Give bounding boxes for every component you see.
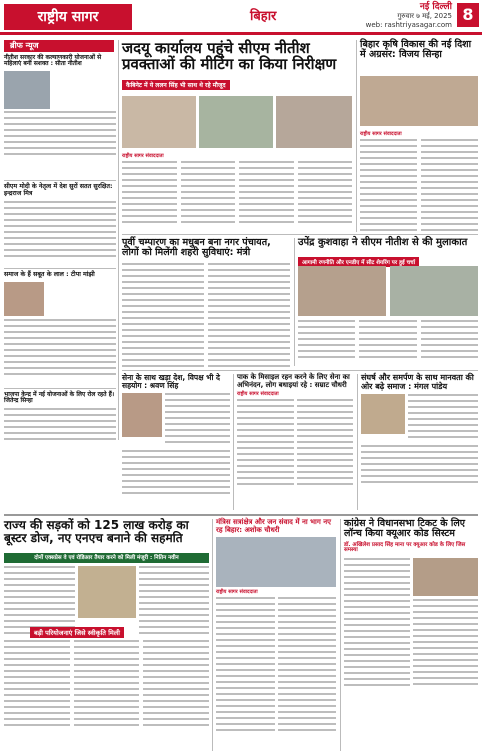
row3-right-story — [361, 374, 478, 487]
brief-item-2 — [4, 184, 116, 261]
side-top-body — [360, 129, 478, 235]
lead-subhead: कैबिनेट में ये ललन सिंह भी साथ थे रहे मौजूद — [122, 80, 230, 90]
row-divider — [122, 370, 478, 371]
column-divider — [212, 519, 213, 751]
brief-item-title: समाज के हैं सबूत के लाल : टीपा मांझी — [4, 271, 95, 278]
lead-body — [122, 151, 352, 227]
column-divider — [294, 238, 295, 366]
bottom-center-byline: राष्ट्रीय सागर संवाददाता — [216, 589, 258, 596]
mid-right-photo-2 — [390, 266, 478, 316]
edition-city: नई दिल्ली — [419, 2, 452, 12]
side-top-byline: राष्ट्रीय सागर संवाददाता — [360, 131, 402, 137]
bottom-right-story — [344, 519, 478, 690]
brief-item-body — [4, 201, 116, 257]
brief-item-4 — [4, 392, 116, 444]
mid-left-headline: पूर्वी चम्पारण का मधुबन बना नगर पंचायत, लोगों को मिलेंगी शहरी सुविधाएं: मंत्री — [122, 237, 271, 259]
brief-item-1 — [4, 55, 116, 159]
brief-item-body — [4, 111, 116, 155]
lead-byline: राष्ट्रीय सागर संवाददाता — [122, 153, 164, 159]
brief-divider — [4, 268, 116, 269]
bottom-center-headline: मंत्रिस सत्रांक्षेत्र और जन संवाद में ना भाग नए रह बिहार: अशोक चौधरी — [216, 518, 331, 534]
bottom-left-bar: दोनों एक्सप्रेस वे एवं रोडिआर तैयार करने को मिली मंजूरी : नितिन नवीन — [4, 553, 209, 563]
page-number: 8 — [457, 3, 479, 27]
row3-byline: राष्ट्रीय सागर संवाददाता — [237, 391, 279, 398]
row3-left-story — [122, 374, 230, 498]
bottom-left-headline: राज्य की सड़कों को 125 लाख करोड़ का बूस्टर डोज, नए एनएच बनाने की सहमति — [4, 518, 189, 545]
section-divider — [4, 514, 478, 516]
brief-item-body — [4, 408, 116, 440]
bottom-left-body-2 — [4, 640, 209, 730]
mid-right-headline: उपेंद्र कुशवाहा ने सीएम नीतीश से की मुलाकात — [298, 237, 468, 248]
brief-photo — [4, 282, 44, 316]
lead-photo-1 — [122, 96, 196, 148]
bottom-left-photo — [78, 566, 136, 618]
mid-right-story — [298, 238, 478, 268]
bottom-center-photo — [216, 537, 336, 587]
mid-left-story — [122, 238, 290, 371]
lead-headline: जदयू कार्यालय पहुंचे सीएम नीतीश प्रवक्ताओं की मीटिंग का किया निरीक्षण — [122, 39, 337, 74]
bottom-left-ribbon: बड़ी परियोजनाएं जिसे स्वीकृति मिली — [30, 627, 124, 638]
column-divider — [340, 519, 341, 751]
row3-left-headline: सेना के साथ खड़ा देश, विपक्ष भी दे सहयोग : श्रवण सिंह — [122, 373, 220, 391]
row-divider — [122, 234, 478, 235]
row3-right-photo — [361, 394, 405, 434]
mid-right-subhead: आगामी रणनीति और एनडीए में सीट शेयरिंग पर हुई चर्चा — [298, 257, 419, 267]
column-divider — [357, 374, 358, 510]
edition-info — [366, 3, 452, 30]
side-top-photo — [360, 76, 478, 126]
edition-date: गुरुवार ७ मई, 2025 — [397, 12, 452, 20]
row3-left-photo — [122, 393, 162, 437]
column-divider — [233, 374, 234, 510]
lead-photo-3 — [276, 96, 352, 148]
side-top-story — [360, 40, 478, 61]
bottom-right-subhead: डॉ. अखिलेश प्रसाद सिंह माना पर क्यूआर कोड के लिए जिस समस्या — [344, 541, 466, 554]
masthead — [0, 0, 482, 36]
newspaper-logo: राष्ट्रीय सागर — [4, 4, 132, 30]
edition-web: web: rashtriyasagar.com — [365, 21, 452, 29]
masthead-rule — [0, 32, 482, 35]
mid-right-photo-1 — [298, 266, 386, 316]
brief-item-title: सीएम मोदी के नेतृत्व में देश सुरों सतत सुरक्षित: इन्द्रराज मित्र — [4, 183, 113, 197]
column-divider — [118, 40, 119, 440]
brief-item-title: नीतीश सरकार की कल्याणकारी योजनाओं से महिलाएं बनीं सशक्त : सीता नीतीश — [4, 54, 102, 68]
column-divider — [356, 40, 357, 232]
section-title: बिहार — [250, 9, 277, 24]
brief-news-label: ब्रीफ न्यूज — [4, 40, 114, 52]
mid-right-body — [298, 320, 478, 362]
brief-item-3 — [4, 272, 116, 379]
brief-divider — [4, 388, 116, 389]
row3-center-story — [237, 374, 353, 489]
bottom-right-headline: कांग्रेस ने विधानसभा टिकट के लिए लॉन्च किया क्यूआर कोड सिस्टम — [344, 518, 466, 540]
lead-story — [122, 40, 352, 91]
row3-center-headline: पाक के मिसाइल रहन करने के लिए सेना का अभिनंदन, लोग बधाइयां रहे : सम्राट चौधरी — [237, 373, 350, 389]
row3-right-headline: संघर्ष और समर्पण के साथ मानवता की ओर बढ़े समाज : मंगल पांडेय — [361, 373, 474, 391]
lead-photo-2 — [199, 96, 273, 148]
bottom-right-photo — [413, 558, 479, 596]
brief-photo — [4, 71, 50, 109]
brief-divider — [4, 180, 116, 181]
side-top-headline: बिहार कृषि विकास की नई दिशा में अग्रसर: विजय सिन्हा — [360, 39, 472, 61]
bottom-left-story — [4, 519, 209, 545]
brief-item-title: भाजपा केन्द्र में नई योजनाओं के लिए रोल रहते हैं। जितेन्द्र सिन्हा — [4, 391, 115, 405]
bottom-center-story — [216, 519, 336, 735]
brief-item-body — [4, 319, 116, 375]
